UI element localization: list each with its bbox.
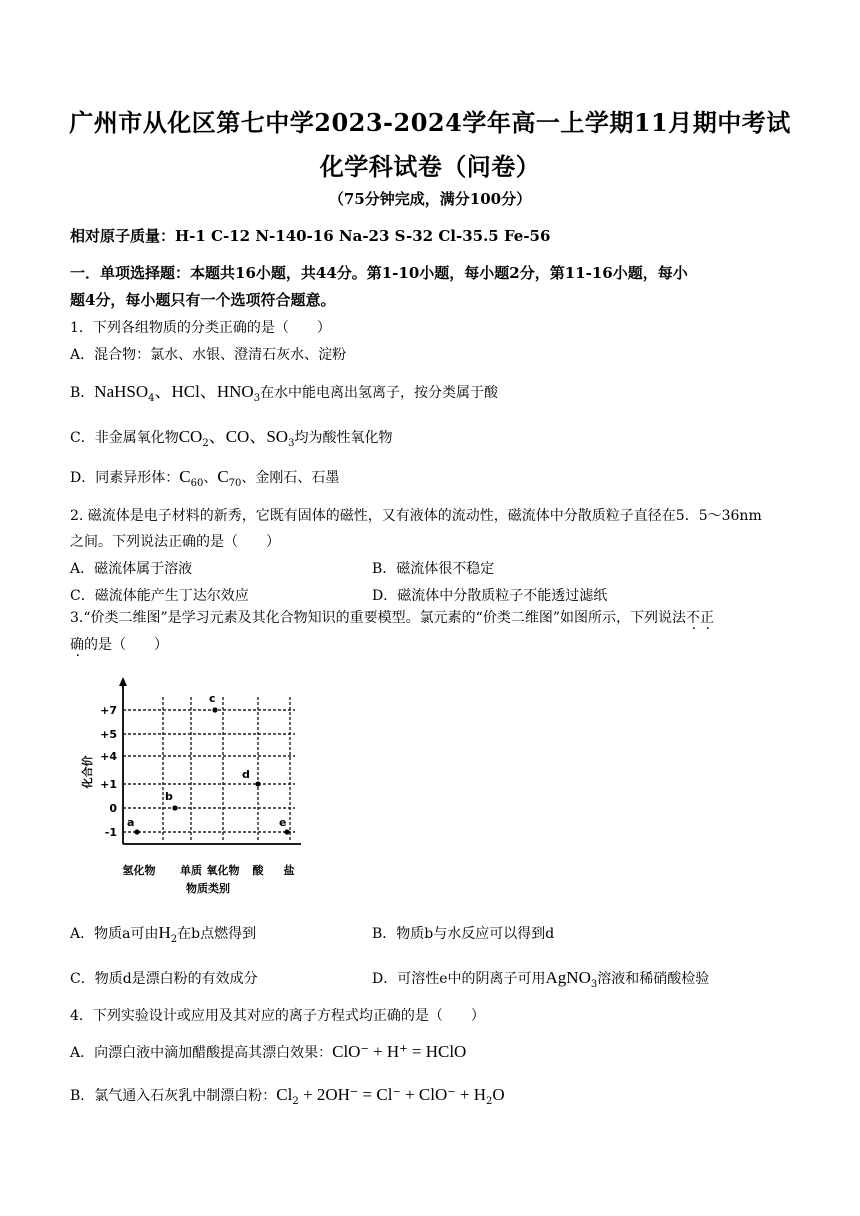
data-point-label-b: b (165, 790, 173, 803)
q3-option-b: B．物质b与水反应可以得到d (372, 926, 555, 942)
data-point-label-d: d (242, 768, 250, 781)
x-category-label: 氢化物 (122, 864, 156, 877)
q1-option-c: C．非金属氧化物$CO_2$、CO、$SO_3$均为酸性氧化物 (70, 427, 393, 449)
section-heading-line2: 题4分，每小题只有一个选项符合题意。 (70, 291, 336, 309)
y-tick-label: +1 (100, 778, 117, 791)
y-tick-label: +4 (100, 750, 117, 763)
y-tick-label: 0 (109, 802, 117, 815)
y-axis-title: 化合价 (81, 755, 94, 789)
q2-option-b: B．磁流体很不稳定 (372, 561, 495, 577)
data-point-label-a: a (127, 816, 135, 829)
y-tick-label: -1 (104, 826, 117, 839)
q3-option-d: D．可溶性e中的阴离子可用AgNO$_3$溶液和稀硝酸检验 (372, 968, 710, 990)
y-tick-label: +5 (100, 728, 117, 741)
q4-option-b: B．氯气通入石灰乳中制漂白粉：$Cl_2 + 2OH^- = Cl^- + ClO^- + H_2O$ (70, 1085, 505, 1107)
q2-option-a: A．磁流体属于溶液 (70, 561, 193, 577)
data-point-label-c: c (209, 692, 216, 705)
exam-title-line2: 化学科试卷（问卷） (319, 152, 541, 181)
data-point-label-e: e (279, 816, 287, 829)
q2-option-d: D．磁流体中分散质粒子不能透过滤纸 (372, 588, 608, 604)
x-category-label: 酸 (252, 864, 264, 877)
q3-option-a: A．物质a可由$H_2$在b点燃得到 (70, 923, 257, 945)
q2-option-c: C．磁流体能产生丁达尔效应 (70, 588, 249, 604)
x-category-label: 盐 (283, 864, 295, 877)
q2-stem-line1: 2. 磁流体是电子材料的新秀，它既有固体的磁性，又有液体的流动性，磁流体中分散质粒子直径在5．5～36nm (70, 508, 762, 524)
q1-option-b: B．NaHSO$_4$、HCl、$HNO_3$在水中能电离出氢离子，按分类属于酸 (70, 382, 499, 404)
exam-subtitle: （75分钟完成，满分100分） (328, 190, 532, 208)
q1-stem: 1．下列各组物质的分类正确的是（ ） (70, 320, 331, 336)
data-point-e (284, 829, 289, 834)
q1-option-d: D．同素异形体：$C_{60}$、$C_{70}$、金刚石、石墨 (70, 467, 340, 489)
data-point-c (212, 707, 217, 712)
x-category-label: 氧化物 (206, 864, 240, 877)
x-axis-title: 物质类别 (186, 882, 230, 895)
q3-stem-line1: 3.“价类二维图”是学习元素及其化合物知识的重要模型。氯元素的“价类二维图”如图所示，下列说法不正 (70, 610, 714, 626)
data-point-b (172, 805, 177, 810)
data-point-a (134, 829, 139, 834)
x-category-label: 单质 (180, 864, 202, 877)
q2-stem-line2: 之间。下列说法正确的是（ ） (70, 534, 280, 550)
q4-stem: 4．下列实验设计或应用及其对应的离子方程式均正确的是（ ） (70, 1008, 485, 1024)
q1-option-a: A．混合物：氯水、水银、澄清石灰水、淀粉 (70, 347, 347, 363)
atomic-mass-line: 相对原子质量：H-1 C-12 N-140-16 Na-23 S-32 Cl-35.5 Fe-56 (70, 227, 551, 245)
data-point-d (255, 781, 260, 786)
y-tick-label: +7 (100, 704, 117, 717)
q4-option-a: A．向漂白液中滴加醋酸提高其漂白效果：ClO− + H+ = HClO (70, 1042, 467, 1061)
exam-title-line1: 广州市从化区第七中学2023-2024学年高一上学期11月期中考试 (69, 108, 791, 137)
section-heading-line1: 一．单项选择题：本题共16小题，共44分。第1-10小题，每小题2分，第11-16小题，每小 (70, 264, 688, 282)
q3-stem-line2: 确的是（ ） (70, 637, 168, 653)
valence-class-chart (75, 672, 315, 900)
q3-option-c: C．物质d是漂白粉的有效成分 (70, 971, 258, 987)
